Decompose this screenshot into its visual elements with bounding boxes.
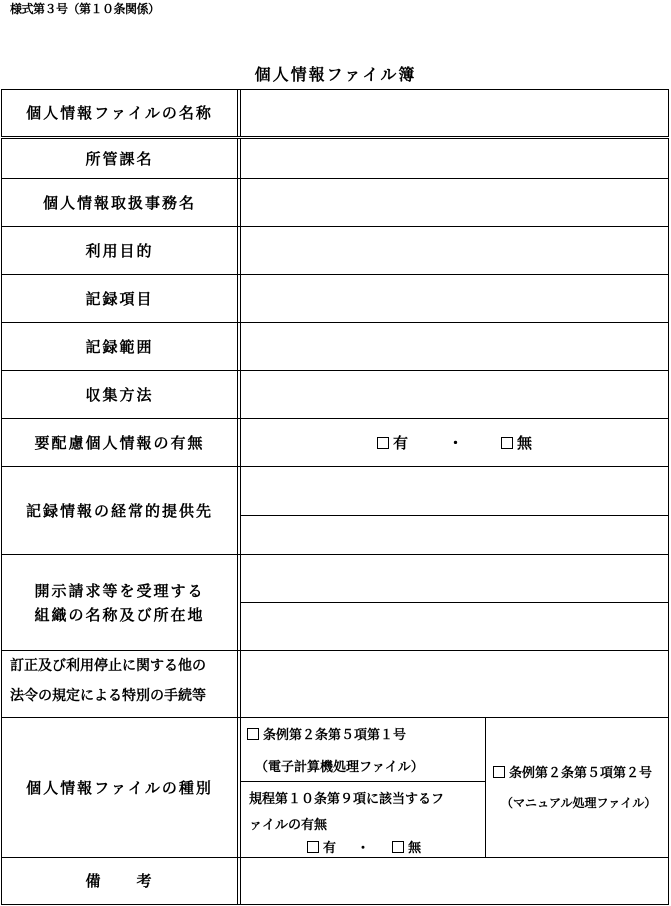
label-items: 記録項目 [2,275,238,322]
field-department[interactable] [240,139,668,178]
label-special-line1: 訂正及び利用停止に関する他の [10,658,206,674]
recipients-divider [241,515,668,516]
option-electronic-line2: （電子計算機処理ファイル） [255,760,424,775]
option-regulation-line1: 規程第１０条第９項に該当するフ [249,792,445,807]
checkbox-sensitive-no[interactable] [501,437,513,449]
row-items [1,274,669,323]
disclosure-divider [241,602,668,603]
manual-label: 条例第２条第５項第２号 [509,766,653,781]
field-items[interactable] [240,275,668,322]
row-affairs [1,178,669,227]
label-department: 所管課名 [2,139,238,178]
row-file-name [1,89,669,137]
option-regulation-line2: ァイルの有無 [249,818,328,833]
label-disclosure [2,555,238,650]
regulation-no-label: 無 [408,841,422,856]
sensitive-separator: ・ [447,434,463,452]
row-special-procedures [1,650,669,718]
label-purpose: 利用目的 [2,227,238,274]
field-affairs[interactable] [240,179,668,226]
row-department [1,138,669,179]
checkbox-regulation-yes[interactable] [307,841,319,853]
field-recipients[interactable] [240,467,668,554]
checkbox-manual[interactable] [493,766,505,778]
field-file-name[interactable] [240,90,668,136]
field-purpose[interactable] [240,227,668,274]
row-purpose [1,226,669,275]
row-recipients [1,466,669,555]
label-disclosure-line1: 開示請求等を受理する [34,581,205,600]
label-disclosure-line2: 組織の名称及び所在地 [34,605,205,624]
row-collection [1,370,669,419]
label-special-procedures [2,651,238,717]
regulation-yes-label: 有 [323,841,337,856]
file-type-options [240,718,668,857]
electronic-label: 条例第２条第５項第１号 [263,728,407,743]
row-sensitive [1,418,669,467]
label-remarks: 備 考 [2,858,238,904]
label-file-type: 個人情報ファイルの種別 [2,718,238,857]
field-disclosure[interactable] [240,555,668,650]
field-special-procedures[interactable] [240,651,668,717]
form-number: 様式第３号（第１０条関係） [10,2,160,16]
label-recipients: 記録情報の経常的提供先 [2,467,238,554]
regulation-separator: ・ [356,841,370,856]
sensitive-yes-label: 有 [392,434,408,452]
label-scope: 記録範囲 [2,323,238,370]
row-scope [1,322,669,371]
row-disclosure [1,554,669,651]
label-collection: 収集方法 [2,371,238,418]
checkbox-regulation-no[interactable] [392,841,404,853]
document-title: 個人情報ファイル簿 [254,65,417,84]
label-affairs: 個人情報取扱事務名 [2,179,238,226]
sensitive-options [240,419,668,466]
label-special-line2: 法令の規定による特別の手続等 [10,688,206,704]
field-remarks[interactable] [240,858,668,904]
field-scope[interactable] [240,323,668,370]
checkbox-electronic[interactable] [247,728,259,740]
file-type-vertical-divider [485,718,486,857]
option-manual-line2: （マニュアル処理ファイル） [501,796,657,810]
label-sensitive: 要配慮個人情報の有無 [2,419,238,466]
sensitive-no-label: 無 [517,434,533,452]
file-type-horizontal-divider [241,781,485,782]
option-manual-line1 [493,762,652,781]
checkbox-sensitive-yes[interactable] [377,437,389,449]
row-file-type [1,717,669,858]
option-electronic-line1 [247,724,406,743]
field-collection[interactable] [240,371,668,418]
row-remarks [1,857,669,905]
option-regulation-yesno [307,837,421,856]
label-file-name: 個人情報ファイルの名称 [2,90,238,136]
